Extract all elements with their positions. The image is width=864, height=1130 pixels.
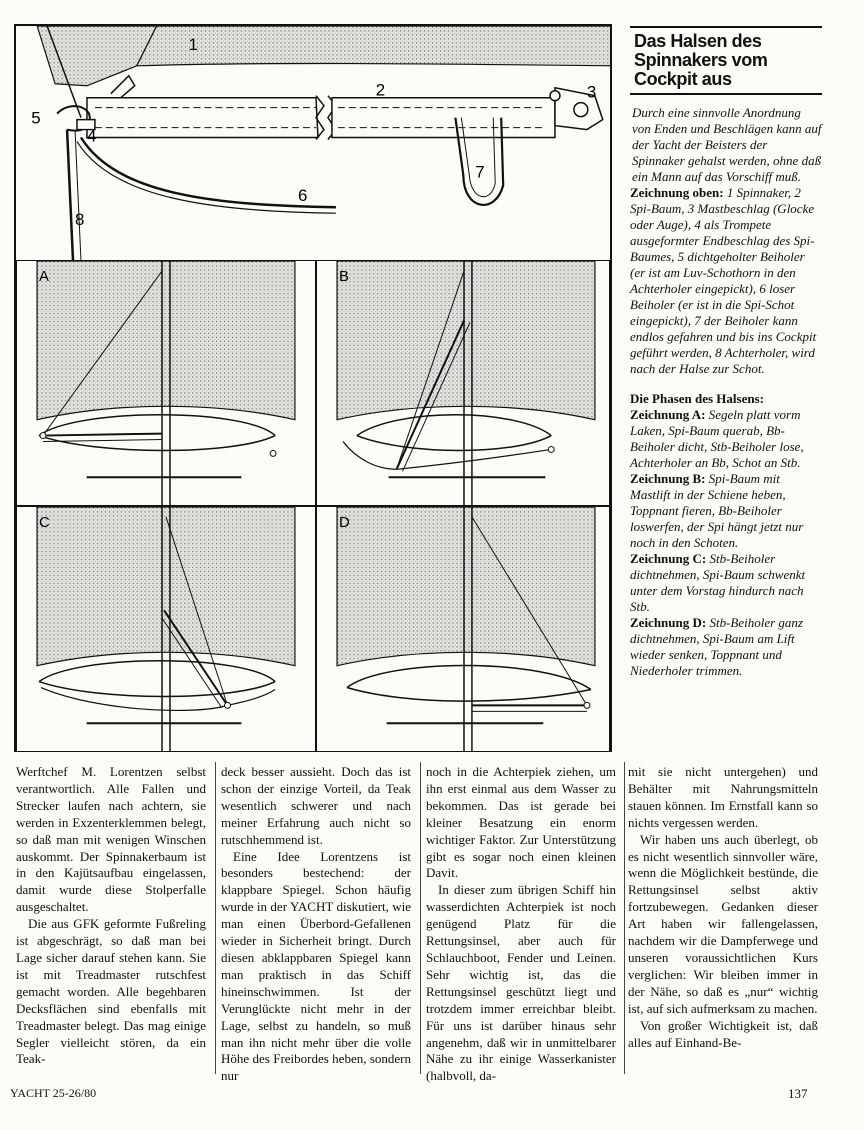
phase-d-drawing — [316, 506, 610, 752]
caption-phase-d: Zeichnung D: Stb-Beiholer ganz dichtnehmen, Spi-Baum am Lift wieder senken, Toppnant und Niederholer trimmen. — [630, 615, 803, 678]
article-columns — [16, 764, 820, 1084]
caption-title-line-1: Das Halsen des — [634, 31, 762, 51]
caption-intro: Durch eine sinnvolle Anordnung von Enden und Beschlägen kann auf der Yacht der Beisters der Spinnaker gehalst werden, ohne daß ein Mann auf das Vorschiff muß. — [632, 105, 822, 184]
issue-footer: YACHT 25-26/80 — [10, 1086, 97, 1100]
paragraph: mit sie nicht untergehen) und Behälter mit Nahrungsmitteln stauen können. Im Ernstfall kann so nichts vergessen werden. — [628, 764, 818, 830]
panel-label-c: C — [39, 514, 50, 531]
paragraph: noch in die Achterpiek ziehen, um ihn erst einmal aus dem Wasser zu bekommen. Das ist gerade bei kleiner Besatzung ein enorm wichtiger Faktor. Zur Unterstützung gibt es sogar noch einen kleinen Davit. — [426, 764, 616, 881]
column-rule — [420, 762, 421, 1074]
paragraph: Eine Idee Lorentzens ist besonders bestechend: der klappbare Spiegel. Schon häufig wurde in der YACHT diskutiert, wie man einen Überbord-Gefallenen wieder in Sicherheit bringt. Durch diesen abklappbaren Spiegel kann man praktisch in das Schiff hineinschwimmen. Ist der Verunglückte nicht mehr in der Lage, selbst zu handeln, so muß man ihn nicht mehr über die volle Höhe des Freibordes heben, sondern nur — [221, 848, 411, 1084]
page-number: 137 — [788, 1086, 808, 1101]
caption-phase-a: Zeichnung A: Segeln platt vorm Laken, Spi-Baum querab, Bb-Beiholer dicht, Stb-Beiholer lose, Achterholer an Bb, Schot an Stb. — [630, 407, 804, 470]
callout-7: 7 — [475, 162, 485, 182]
callout-8: 8 — [75, 210, 85, 230]
illustration-frame — [14, 24, 612, 752]
caption-legend-head: Zeichnung oben: — [630, 185, 724, 200]
paragraph: Wir haben uns auch überlegt, ob es nicht wesentlich sinnvoller wäre, wenn die Möglichkeit bestünde, die Rettungsinsel selbst aktiv fortzubewegen. Gedanken dieser Art haben wir fallengelassen, nachdem wir die Dampferwege und unseren voraussichtlichen Kurs verglichen: Wir bleiben immer in der Nähe, so daß es „nur“ wichtig ist, auf sich aufmerksam zu machen. — [628, 831, 818, 1016]
pole-detail-svg — [16, 26, 610, 261]
column-rule — [624, 762, 625, 1074]
paragraph: Die aus GFK geformte Fußreling ist abgeschrägt, so daß man bei Lage sicher darauf stehen kann. Sie ist mit Treadmaster rutschfest gemacht worden. Alle begehbaren Decksflächen sind ebenfalls mit Treadmaster belegt. Das mag einige Segler vielleicht stören, da ein Teak- — [16, 916, 206, 1067]
paragraph: Von großer Wichtigkeit ist, daß alles auf Einhand-Be- — [628, 1017, 818, 1050]
paragraph: Werftchef M. Lorentzen selbst verantwortlich. Alle Fallen und Strecker laufen nach achtern, sie werden in Exzenterklemmen belegt, so daß man mit wenigen Winschen auskommt. Der Spinnakerbaum ist in den Kajütsaufbau eingelassen, damit wurde diese Stolperfalle ausgeschaltet. — [16, 764, 206, 915]
caption-title — [630, 26, 822, 95]
paragraph: In dieser zum übrigen Schiff hin wasserdichten Achterpiek ist noch genügend Platz für die Rettungsinsel, aber auch für Schlauchboot, Fender und Leinen. Sehr wichtig ist, das die Rettungsinsel geschützt liegt und trotzdem immer erreichbar bleibt. Für uns ist darüber hinaus sehr angenehm, daß wir in unmittelbarer Nähe zu ihr einige Wasserkanister (halbvoll, da- — [426, 882, 616, 1084]
panel-label-b: B — [339, 268, 349, 285]
caption-sidebar — [630, 26, 822, 679]
caption-title-line-2: Spinnakers vom — [634, 50, 768, 70]
phase-a-drawing — [16, 260, 316, 506]
caption-title-line-3: Cockpit aus — [634, 69, 732, 89]
callout-1: 1 — [188, 34, 198, 54]
phase-b-drawing — [316, 260, 610, 506]
article-column-2 — [221, 764, 411, 1085]
callout-5: 5 — [31, 108, 41, 128]
callout-2: 2 — [375, 80, 386, 100]
caption-phase-b: Zeichnung B: Spi-Baum mit Mastlift in der Schiene heben, Toppnant fieren, Bb-Beiholer loswerfen, der Spi hängt jetzt nur noch in den Schoten. — [630, 471, 804, 550]
caption-phases-head: Die Phasen des Halsens: — [630, 391, 764, 406]
phase-d-svg — [317, 507, 609, 751]
phase-c-svg — [17, 507, 315, 751]
paragraph: deck besser aussieht. Doch das ist schon der einzige Vorteil, da Teak wesentlich schwerer und nach meiner Erfahrung auch nicht so rutschhemmend ist. — [221, 764, 411, 847]
phase-c-drawing — [16, 506, 316, 752]
article-column-3 — [426, 764, 616, 1085]
article-column-1 — [16, 764, 206, 1068]
panel-label-a: A — [39, 268, 49, 285]
pole-detail-drawing — [16, 26, 610, 262]
article-column-4 — [628, 764, 818, 1051]
phase-b-svg — [317, 261, 609, 505]
caption-legend-text: 1 Spinnaker, 2 Spi-Baum, 3 Mastbeschlag (Glocke oder Auge), 4 als Trompete ausgeformter Endbeschlag des Spi-Baumes, 5 dichtgeholter Beiholer (er ist am Luv-Schothorn in den Achterholer eingepickt), 6 loser Beiholer (er ist in die Spi-Schot eingepickt), 7 der Beiholer kann endlos gefahren und bis ins Cockpit geführt werden, 8 Achterholer, wird nach der Halse zur Schot. — [630, 185, 817, 376]
caption-legend — [630, 185, 822, 377]
caption-phase-c: Zeichnung C: Stb-Beiholer dichtnehmen, Spi-Baum schwenkt unter dem Vorstag hindurch nach Stb. — [630, 551, 806, 614]
panel-label-d: D — [339, 514, 350, 531]
callout-6: 6 — [298, 186, 308, 206]
caption-body — [630, 105, 822, 679]
phase-a-svg — [17, 261, 315, 505]
callout-4: 4 — [86, 126, 97, 146]
column-rule — [215, 762, 216, 1074]
callout-3: 3 — [586, 82, 597, 102]
